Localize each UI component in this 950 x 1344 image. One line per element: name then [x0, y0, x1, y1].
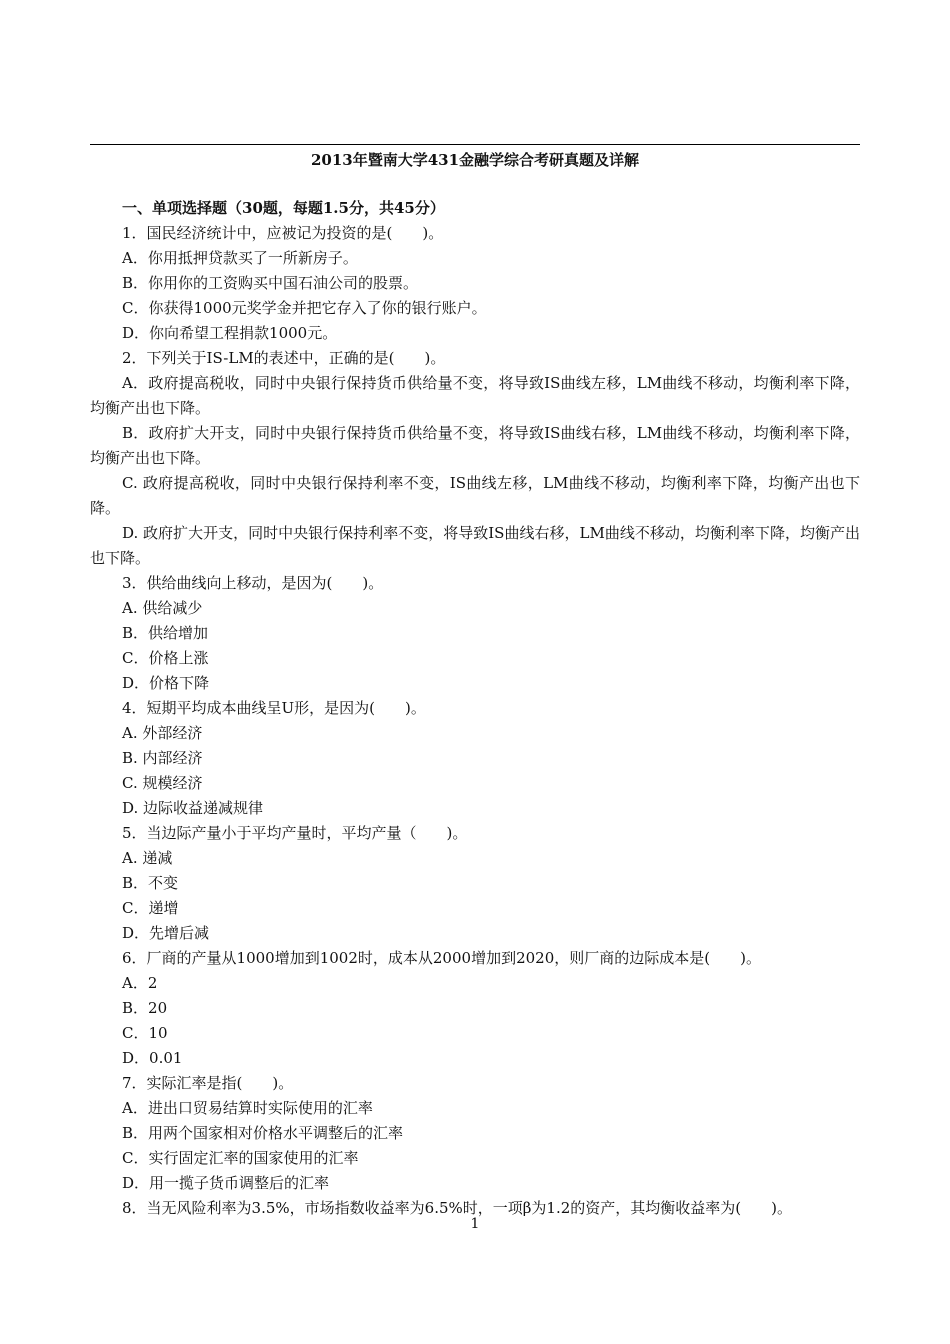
option-d: D．0.01	[122, 1049, 183, 1067]
question-2	[90, 346, 860, 571]
option-c: C．10	[122, 1024, 168, 1042]
question-stem: 4．短期平均成本曲线呈U形，是因为( )。	[122, 699, 426, 717]
option-b: B．20	[122, 999, 168, 1017]
question-stem: 3．供给曲线向上移动，是因为( )。	[122, 574, 384, 592]
option-a: A．进出口贸易结算时实际使用的汇率	[122, 1099, 373, 1117]
section-heading: 一、单项选择题（30题，每题1.5分，共45分）	[122, 199, 445, 217]
question-stem: 6．厂商的产量从1000增加到1002时，成本从2000增加到2020，则厂商的边际成本是( )。	[122, 949, 761, 967]
question-stem: 5．当边际产量小于平均产量时，平均产量（ )。	[122, 824, 468, 842]
option-a: A．2	[122, 974, 158, 992]
page-number: 1	[470, 1216, 480, 1232]
header-rule	[90, 144, 860, 145]
option-d: D. 政府扩大开支，同时中央银行保持利率不变，将导致IS曲线右移，LM曲线不移动，均衡利率下降，均衡产出也下降。	[90, 524, 860, 567]
option-b: B．你用你的工资购买中国石油公司的股票。	[122, 274, 419, 292]
option-c: C．递增	[122, 899, 179, 917]
option-c: C．你获得1000元奖学金并把它存入了你的银行账户。	[122, 299, 487, 317]
option-c: C．实行固定汇率的国家使用的汇率	[122, 1149, 359, 1167]
question-4	[90, 696, 860, 821]
option-b: B．不变	[122, 874, 179, 892]
option-a: A．你用抵押贷款买了一所新房子。	[122, 249, 358, 267]
option-b: B．供给增加	[122, 624, 209, 642]
option-d: D．用一揽子货币调整后的汇率	[122, 1174, 330, 1192]
question-5	[90, 821, 860, 946]
option-a: A. 递减	[122, 849, 173, 867]
option-b: B．用两个国家相对价格水平调整后的汇率	[122, 1124, 404, 1142]
question-stem: 2．下列关于IS-LM的表述中，正确的是( )。	[122, 349, 446, 367]
option-c: C．价格上涨	[122, 649, 209, 667]
option-c: C. 政府提高税收，同时中央银行保持利率不变，IS曲线左移，LM曲线不移动，均衡利率下降，均衡产出也下降。	[90, 474, 860, 517]
option-a: A. 供给减少	[122, 599, 203, 617]
question-stem: 7．实际汇率是指( )。	[122, 1074, 294, 1092]
question-3	[90, 571, 860, 696]
option-d: D．价格下降	[122, 674, 210, 692]
document-body	[90, 196, 860, 1221]
document-title: 2013年暨南大学431金融学综合考研真题及详解	[310, 151, 640, 169]
option-a: A. 外部经济	[122, 724, 203, 742]
question-stem: 1．国民经济统计中，应被记为投资的是( )。	[122, 224, 444, 242]
option-a: A．政府提高税收，同时中央银行保持货币供给量不变，将导致IS曲线左移，LM曲线不移动，均衡利率下降，均衡产出也下降。	[90, 374, 860, 417]
option-b: B. 内部经济	[122, 749, 203, 767]
option-b: B．政府扩大开支，同时中央银行保持货币供给量不变，将导致IS曲线右移，LM曲线不移动，均衡利率下降，均衡产出也下降。	[90, 424, 860, 467]
question-stem: 8．当无风险利率为3.5%，市场指数收益率为6.5%时，一项β为1.2的资产，其均衡收益率为( )。	[122, 1199, 792, 1217]
option-d: D．先增后减	[122, 924, 210, 942]
option-c: C. 规模经济	[122, 774, 203, 792]
option-d: D. 边际收益递减规律	[122, 799, 264, 817]
question-7	[90, 1071, 860, 1196]
question-1	[90, 221, 860, 346]
option-d: D．你向希望工程捐款1000元。	[122, 324, 338, 342]
question-6	[90, 946, 860, 1071]
